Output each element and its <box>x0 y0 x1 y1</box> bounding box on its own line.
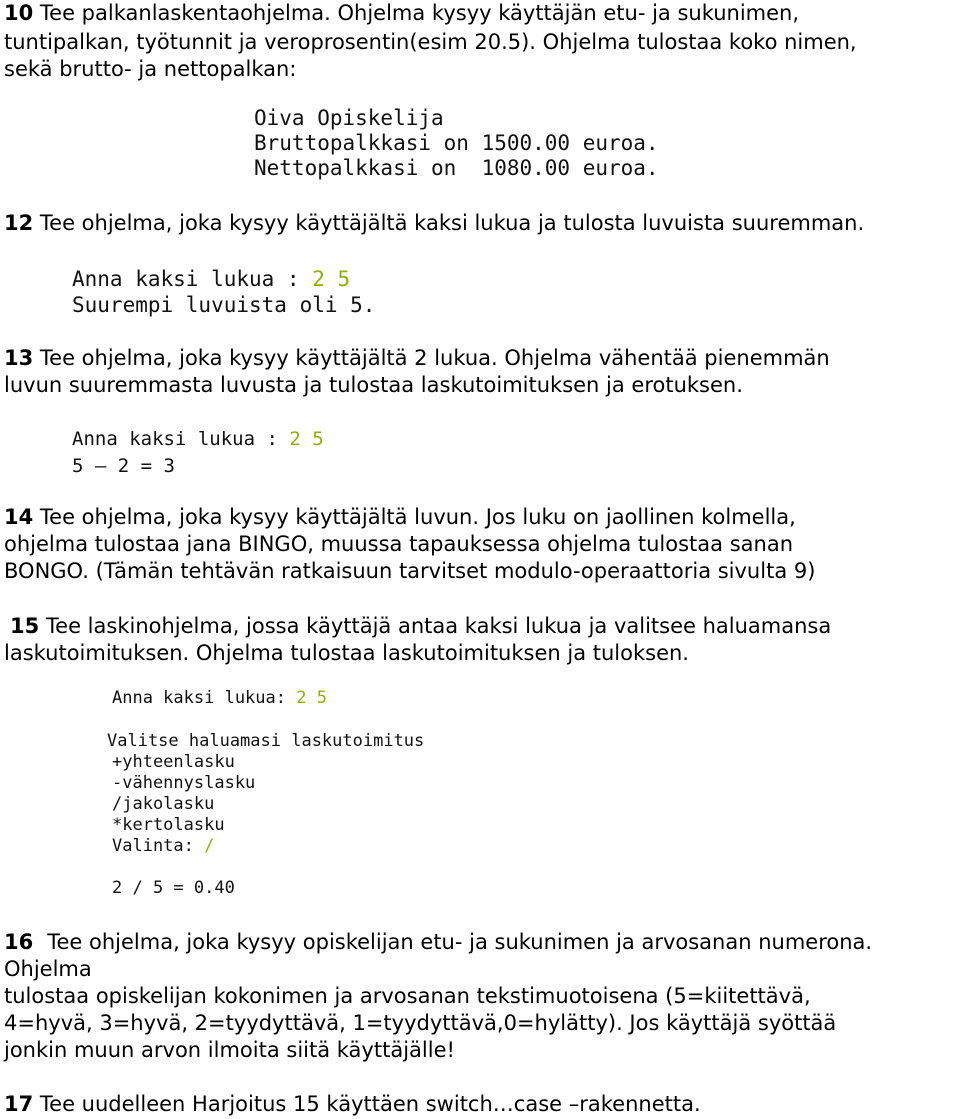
user-input: 2 5 <box>289 428 324 450</box>
output-name: Oiva Opiskelija <box>254 106 444 130</box>
output-gross-salary: Bruttopalkkasi on 1500.00 euroa. <box>254 131 659 155</box>
ex12-prompt-line: Anna kaksi lukua : 2 5 <box>72 267 351 291</box>
ex15-prompt-line: Anna kaksi lukua: 2 5 <box>112 688 327 708</box>
exercise-number: 12 <box>4 211 34 235</box>
exercise-13-line-2: luvun suuremmasta luvusta ja tulostaa laskutoimituksen ja erotuksen. <box>4 373 743 397</box>
ex15-menu-title: Valitse haluamasi laskutoimitus <box>107 731 425 751</box>
exercise-14-line-2: ohjelma tulostaa jana BINGO, muussa tapauksessa ohjelma tulostaa sanan <box>4 532 793 556</box>
menu-item-divide: /jakolasku <box>112 794 215 814</box>
exercise-14-line-3: BONGO. (Tämän tehtävän ratkaisuun tarvitset modulo-operaattoria sivulta 9) <box>4 559 816 583</box>
exercise-15-line-1: 15 Tee laskinohjelma, jossa käyttäjä antaa kaksi lukua ja valitsee haluamansa <box>10 614 832 638</box>
exercise-number: 16 <box>4 930 34 954</box>
user-input: 2 5 <box>312 267 351 291</box>
exercise-13-line-1: 13 Tee ohjelma, joka kysyy käyttäjältä 2 lukua. Ohjelma vähentää pienemmän <box>4 346 830 370</box>
exercise-14-line-1: 14 Tee ohjelma, joka kysyy käyttäjältä luvun. Jos luku on jaollinen kolmella, <box>4 505 796 529</box>
menu-item-subtract: -vähennyslasku <box>112 773 256 793</box>
user-input: 2 5 <box>296 688 327 708</box>
ex15-result: 2 / 5 = 0.40 <box>112 878 235 898</box>
output-net-salary: Nettopalkkasi on 1080.00 euroa. <box>254 156 659 180</box>
exercise-10-line-1: 10 Tee palkanlaskentaohjelma. Ohjelma kysyy käyttäjän etu- ja sukunimen, <box>4 1 800 25</box>
exercise-10-line-2: tuntipalkan, työtunnit ja veroprosentin(esim 20.5). Ohjelma tulostaa koko nimen, <box>4 30 857 54</box>
exercise-16-line-1: 16 Tee ohjelma, joka kysyy opiskelijan etu- ja sukunimen ja arvosanan numerona. <box>4 930 873 954</box>
menu-item-multiply: *kertolasku <box>112 815 225 835</box>
user-input: / <box>204 836 215 856</box>
exercise-number: 13 <box>4 346 34 370</box>
ex13-result: 5 – 2 = 3 <box>72 455 175 477</box>
exercise-number: 15 <box>10 614 40 638</box>
ex15-choice-line: Valinta: / <box>112 836 215 856</box>
exercise-16-line-5: jonkin muun arvon ilmoita siitä käyttäjälle! <box>4 1038 455 1062</box>
exercise-16-line-4: 4=hyvä, 3=hyvä, 2=tyydyttävä, 1=tyydyttävä,0=hylätty). Jos käyttäjä syöttää <box>4 1011 837 1035</box>
exercise-15-line-2: laskutoimituksen. Ohjelma tulostaa laskutoimituksen ja tuloksen. <box>4 641 689 665</box>
exercise-12: 12 Tee ohjelma, joka kysyy käyttäjältä kaksi lukua ja tulosta luvuista suuremman. <box>4 211 865 235</box>
exercise-number: 14 <box>4 505 34 529</box>
ex12-result: Suurempi luvuista oli 5. <box>72 293 376 317</box>
exercise-16-line-2: Ohjelma <box>4 957 92 981</box>
exercise-number: 17 <box>4 1092 34 1116</box>
exercise-number: 10 <box>4 1 34 25</box>
ex13-prompt-line: Anna kaksi lukua : 2 5 <box>72 428 324 450</box>
exercise-17: 17 Tee uudelleen Harjoitus 15 käyttäen switch…case –rakennetta. <box>4 1092 701 1116</box>
exercise-10-line-3: sekä brutto- ja nettopalkan: <box>4 57 297 81</box>
exercise-16-line-3: tulostaa opiskelijan kokonimen ja arvosanan tekstimuotoisena (5=kiitettävä, <box>4 984 811 1008</box>
menu-item-add: +yhteenlasku <box>112 752 235 772</box>
